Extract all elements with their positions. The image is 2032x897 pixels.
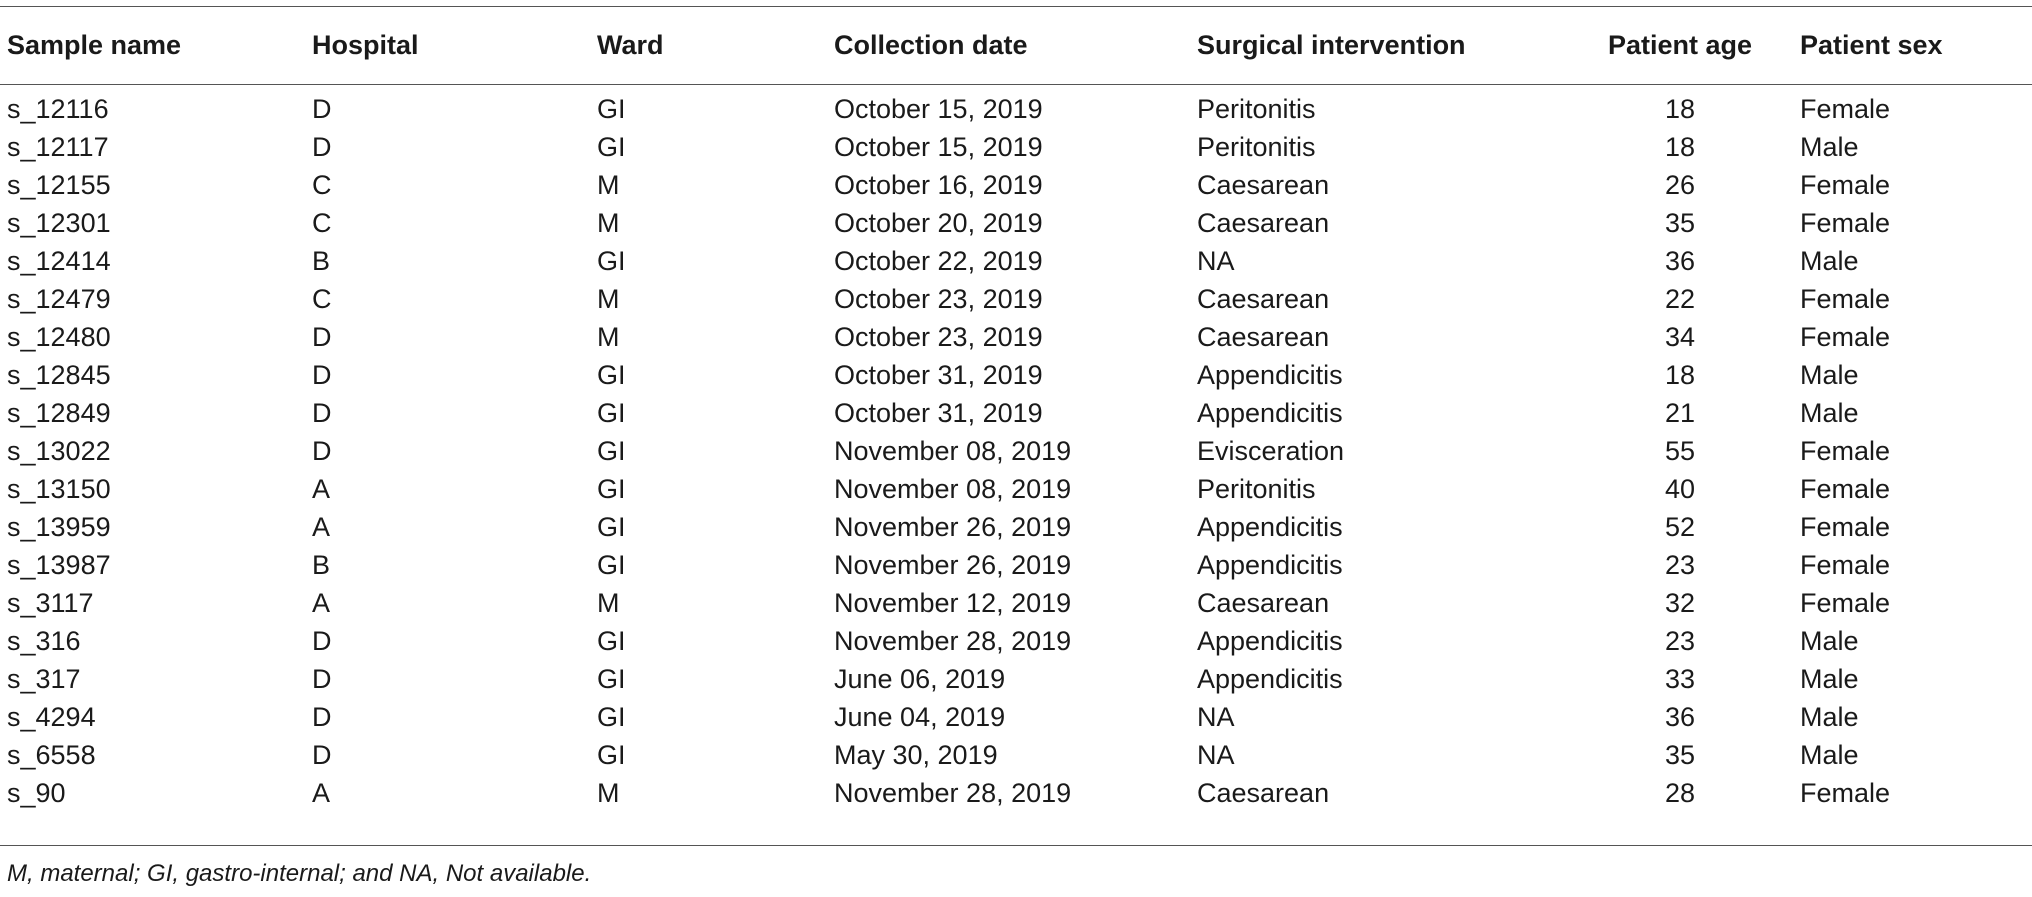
cell-sample-name: s_13959 [7, 511, 111, 542]
cell-patient-age: 36 [1664, 245, 1696, 276]
cell-sample-name: s_90 [7, 777, 66, 808]
column-header-ward: Ward [597, 29, 664, 60]
table-row [0, 622, 2032, 660]
cell-surgical-intervention: Appendicitis [1197, 359, 1343, 390]
cell-surgical-intervention: Appendicitis [1197, 511, 1343, 542]
cell-sample-name: s_316 [7, 625, 81, 656]
cell-collection-date: October 15, 2019 [834, 131, 1043, 162]
cell-hospital: C [312, 283, 332, 314]
column-header-patient-age: Patient age [1607, 29, 1753, 60]
cell-surgical-intervention: NA [1197, 701, 1235, 732]
cell-hospital: D [312, 739, 332, 770]
cell-collection-date: June 04, 2019 [834, 701, 1006, 732]
cell-patient-sex: Female [1800, 473, 1891, 504]
cell-surgical-intervention: Peritonitis [1197, 131, 1316, 162]
column-header-patient-sex: Patient sex [1800, 29, 1943, 60]
cell-patient-sex: Female [1800, 587, 1891, 618]
cell-patient-age: 21 [1664, 397, 1696, 428]
cell-sample-name: s_12845 [7, 359, 111, 390]
cell-hospital: A [312, 473, 331, 504]
cell-patient-age: 52 [1664, 511, 1696, 542]
cell-patient-age: 40 [1664, 473, 1696, 504]
cell-ward: M [597, 169, 620, 200]
cell-collection-date: November 28, 2019 [834, 777, 1072, 808]
cell-surgical-intervention: Appendicitis [1197, 663, 1343, 694]
cell-surgical-intervention: Appendicitis [1197, 549, 1343, 580]
column-header-hospital: Hospital [312, 29, 419, 60]
cell-patient-sex: Male [1800, 397, 1859, 428]
cell-ward: GI [597, 93, 626, 124]
cell-sample-name: s_12116 [7, 93, 109, 124]
cell-sample-name: s_12117 [7, 131, 109, 162]
table-header-row [0, 6, 2032, 84]
cell-patient-age: 22 [1664, 283, 1696, 314]
cell-hospital: C [312, 169, 332, 200]
cell-patient-age: 35 [1664, 207, 1696, 238]
cell-patient-sex: Female [1800, 549, 1891, 580]
cell-hospital: D [312, 701, 332, 732]
cell-sample-name: s_12301 [7, 207, 111, 238]
cell-sample-name: s_12155 [7, 169, 111, 200]
cell-patient-age: 34 [1664, 321, 1696, 352]
cell-hospital: D [312, 397, 332, 428]
cell-ward: GI [597, 245, 626, 276]
cell-collection-date: November 08, 2019 [834, 435, 1072, 466]
cell-surgical-intervention: Peritonitis [1197, 93, 1316, 124]
table-row [0, 432, 2032, 470]
cell-surgical-intervention: Caesarean [1197, 207, 1330, 238]
table-row [0, 204, 2032, 242]
table-row [0, 242, 2032, 280]
cell-collection-date: November 26, 2019 [834, 511, 1072, 542]
table-row [0, 280, 2032, 318]
table-row [0, 774, 2032, 812]
table-body [0, 84, 2032, 812]
cell-hospital: D [312, 359, 332, 390]
column-header-surgical-intervention: Surgical intervention [1197, 29, 1466, 60]
table-row [0, 128, 2032, 166]
cell-patient-sex: Male [1800, 739, 1859, 770]
cell-surgical-intervention: NA [1197, 245, 1235, 276]
cell-surgical-intervention: NA [1197, 739, 1235, 770]
cell-collection-date: October 15, 2019 [834, 93, 1043, 124]
cell-surgical-intervention: Appendicitis [1197, 397, 1343, 428]
cell-sample-name: s_12414 [7, 245, 111, 276]
cell-patient-sex: Male [1800, 131, 1859, 162]
cell-collection-date: June 06, 2019 [834, 663, 1006, 694]
cell-patient-sex: Female [1800, 321, 1891, 352]
cell-patient-sex: Male [1800, 701, 1859, 732]
cell-patient-age: 28 [1664, 777, 1696, 808]
cell-collection-date: November 08, 2019 [834, 473, 1072, 504]
cell-hospital: C [312, 207, 332, 238]
cell-patient-age: 18 [1664, 359, 1696, 390]
table-row [0, 584, 2032, 622]
table-footnote: M, maternal; GI, gastro-internal; and NA, Not available. [7, 860, 592, 887]
cell-collection-date: October 20, 2019 [834, 207, 1043, 238]
cell-patient-age: 36 [1664, 701, 1696, 732]
cell-patient-sex: Male [1800, 625, 1859, 656]
cell-hospital: A [312, 587, 331, 618]
cell-hospital: D [312, 131, 332, 162]
cell-sample-name: s_317 [7, 663, 81, 694]
column-header-sample-name: Sample name [7, 29, 182, 60]
cell-ward: GI [597, 397, 626, 428]
cell-sample-name: s_13150 [7, 473, 111, 504]
cell-ward: GI [597, 131, 626, 162]
cell-collection-date: October 31, 2019 [834, 397, 1043, 428]
cell-sample-name: s_6558 [7, 739, 96, 770]
cell-sample-name: s_3117 [7, 587, 94, 618]
cell-surgical-intervention: Caesarean [1197, 283, 1330, 314]
table-row [0, 318, 2032, 356]
cell-patient-sex: Female [1800, 511, 1891, 542]
cell-hospital: A [312, 511, 331, 542]
cell-ward: GI [597, 625, 626, 656]
cell-hospital: D [312, 625, 332, 656]
cell-collection-date: November 26, 2019 [834, 549, 1072, 580]
table-row [0, 166, 2032, 204]
cell-ward: GI [597, 511, 626, 542]
cell-surgical-intervention: Evisceration [1197, 435, 1345, 466]
cell-patient-age: 26 [1664, 169, 1696, 200]
cell-ward: M [597, 777, 620, 808]
cell-collection-date: October 22, 2019 [834, 245, 1043, 276]
cell-hospital: D [312, 93, 332, 124]
cell-ward: GI [597, 739, 626, 770]
cell-sample-name: s_12479 [7, 283, 111, 314]
cell-sample-name: s_4294 [7, 701, 96, 732]
cell-collection-date: October 23, 2019 [834, 283, 1043, 314]
table-row [0, 470, 2032, 508]
cell-patient-sex: Female [1800, 435, 1891, 466]
table-row [0, 736, 2032, 774]
cell-surgical-intervention: Caesarean [1197, 587, 1330, 618]
cell-collection-date: November 28, 2019 [834, 625, 1072, 656]
table-row [0, 356, 2032, 394]
cell-patient-age: 33 [1664, 663, 1696, 694]
cell-ward: M [597, 207, 620, 238]
cell-patient-age: 35 [1664, 739, 1696, 770]
cell-collection-date: October 23, 2019 [834, 321, 1043, 352]
cell-ward: GI [597, 473, 626, 504]
table-row [0, 660, 2032, 698]
cell-sample-name: s_12849 [7, 397, 111, 428]
cell-hospital: A [312, 777, 331, 808]
cell-surgical-intervention: Caesarean [1197, 321, 1330, 352]
cell-hospital: D [312, 663, 332, 694]
table-bottom-rule [0, 845, 2032, 846]
cell-surgical-intervention: Caesarean [1197, 169, 1330, 200]
table-row [0, 394, 2032, 432]
cell-hospital: D [312, 321, 332, 352]
cell-ward: GI [597, 359, 626, 390]
cell-hospital: D [312, 435, 332, 466]
column-header-collection-date: Collection date [834, 29, 1028, 60]
cell-hospital: B [312, 549, 331, 580]
cell-sample-name: s_13987 [7, 549, 111, 580]
cell-patient-sex: Female [1800, 207, 1891, 238]
cell-ward: GI [597, 435, 626, 466]
cell-surgical-intervention: Caesarean [1197, 777, 1330, 808]
cell-patient-age: 55 [1664, 435, 1696, 466]
cell-patient-sex: Female [1800, 169, 1891, 200]
cell-sample-name: s_13022 [7, 435, 111, 466]
cell-surgical-intervention: Appendicitis [1197, 625, 1343, 656]
cell-surgical-intervention: Peritonitis [1197, 473, 1316, 504]
cell-patient-sex: Male [1800, 663, 1859, 694]
cell-hospital: B [312, 245, 331, 276]
cell-ward: M [597, 587, 620, 618]
cell-patient-age: 18 [1664, 131, 1696, 162]
cell-ward: M [597, 283, 620, 314]
cell-ward: GI [597, 663, 626, 694]
cell-patient-age: 18 [1664, 93, 1696, 124]
cell-collection-date: October 16, 2019 [834, 169, 1043, 200]
cell-patient-sex: Female [1800, 777, 1891, 808]
cell-collection-date: May 30, 2019 [834, 739, 998, 770]
sample-table [0, 6, 2032, 812]
cell-ward: GI [597, 701, 626, 732]
cell-patient-age: 23 [1664, 549, 1696, 580]
cell-ward: M [597, 321, 620, 352]
cell-patient-sex: Female [1800, 283, 1891, 314]
cell-patient-sex: Male [1800, 359, 1859, 390]
table-row [0, 698, 2032, 736]
cell-ward: GI [597, 549, 626, 580]
table-row [0, 84, 2032, 128]
cell-patient-age: 32 [1664, 587, 1696, 618]
cell-collection-date: November 12, 2019 [834, 587, 1072, 618]
cell-collection-date: October 31, 2019 [834, 359, 1043, 390]
cell-patient-age: 23 [1664, 625, 1696, 656]
table-row [0, 508, 2032, 546]
cell-patient-sex: Female [1800, 93, 1891, 124]
cell-patient-sex: Male [1800, 245, 1859, 276]
cell-sample-name: s_12480 [7, 321, 111, 352]
table-row [0, 546, 2032, 584]
